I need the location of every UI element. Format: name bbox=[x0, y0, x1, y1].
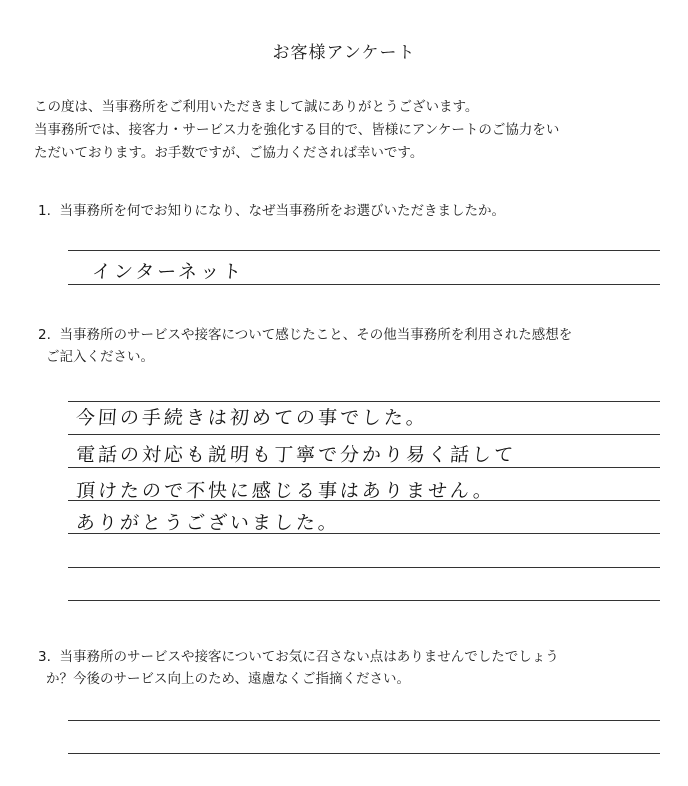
question-3-line bbox=[38, 646, 678, 668]
question-1-number: 1. bbox=[38, 203, 51, 219]
survey-title: お客様アンケート bbox=[272, 43, 416, 63]
answer-rule bbox=[68, 434, 660, 435]
handwritten-answer-2-line-1: 今回の手続きは初めての事でした。 bbox=[75, 407, 429, 429]
question-2-number: 2. bbox=[38, 327, 51, 343]
question-1 bbox=[38, 200, 678, 222]
handwritten-answer-1: インターネット bbox=[91, 261, 245, 283]
question-1-line bbox=[38, 200, 678, 222]
answer-rule bbox=[68, 720, 660, 721]
question-1-text: 当事務所を何でお知りになり、なぜ当事務所をお選びいただきましたか。 bbox=[59, 203, 505, 219]
answer-rule bbox=[68, 600, 660, 601]
answer-rule bbox=[68, 250, 660, 251]
handwritten-answer-2-line-4: ありがとうございました。 bbox=[75, 512, 341, 534]
question-2 bbox=[38, 324, 678, 368]
answer-rule bbox=[68, 401, 660, 402]
question-3 bbox=[38, 646, 678, 690]
intro-line: この度は、当事務所をご利用いただきまして誠にありがとうございます。 bbox=[34, 99, 479, 115]
answer-rule bbox=[68, 467, 660, 468]
question-3-text: 当事務所のサービスや接客についてお気に召さない点はありませんでしたでしょう bbox=[59, 649, 559, 665]
question-2-text: 当事務所のサービスや接客について感じたこと、その他当事務所を利用された感想を bbox=[59, 327, 573, 343]
handwritten-answer-2-line-2: 電話の対応も説明も丁寧で分かり易く話して bbox=[75, 444, 517, 466]
intro-line: 当事務所では、接客力・サービス力を強化する目的で、皆様にアンケートのご協力をい bbox=[34, 122, 560, 138]
question-2-line: ご記入ください。 bbox=[46, 349, 154, 365]
question-2-line bbox=[38, 324, 678, 346]
intro-line: ただいております。お手数ですが、ご協力くだされば幸いです。 bbox=[34, 145, 424, 161]
answer-rule bbox=[68, 284, 660, 285]
answer-rule bbox=[68, 753, 660, 754]
intro-text bbox=[34, 96, 674, 165]
handwritten-answer-2-line-3: 頂けたので不快に感じる事はありません。 bbox=[75, 480, 496, 502]
question-3-line: か？今後のサービス向上のため、遠慮なくご指摘ください。 bbox=[46, 671, 410, 687]
answer-rule bbox=[68, 567, 660, 568]
question-3-number: 3. bbox=[38, 649, 51, 665]
